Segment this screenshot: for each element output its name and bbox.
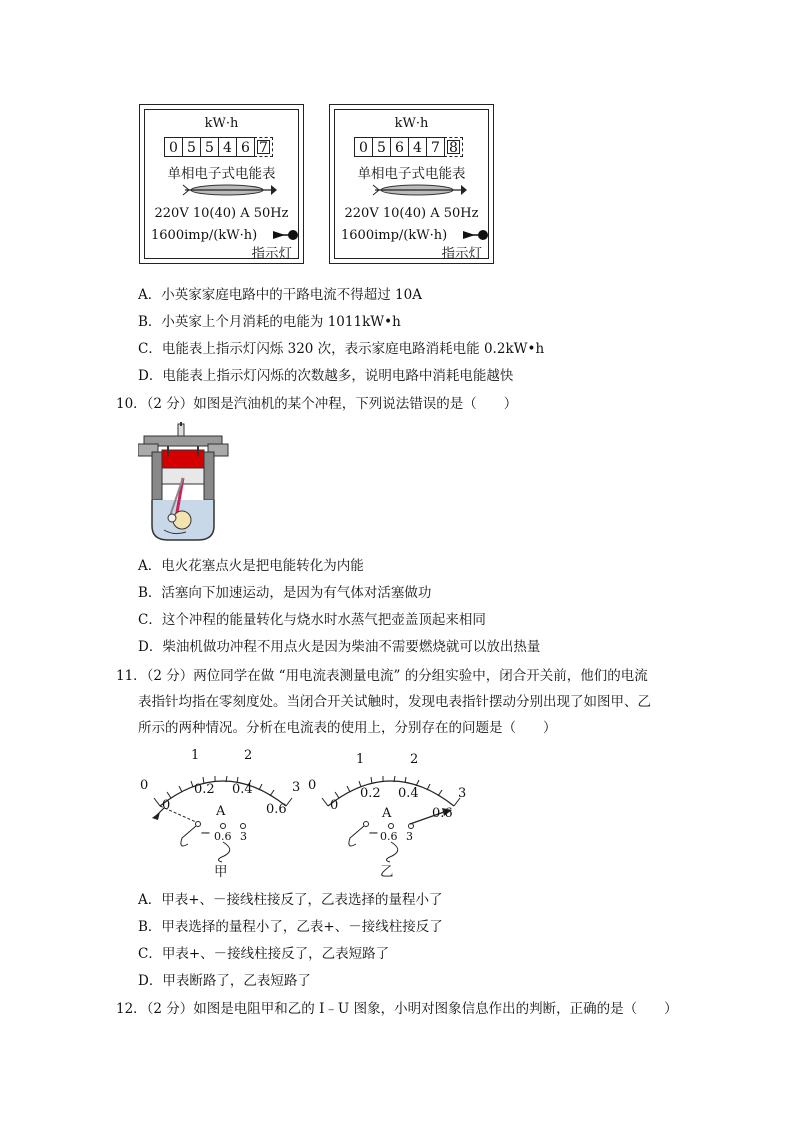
scale-bottom-0: 0	[330, 798, 339, 813]
meter-spec: 220V 10(40) A 50Hz	[344, 206, 479, 221]
meter-digit: 5	[200, 137, 219, 157]
scale-top-0: 0	[308, 778, 317, 793]
q11-option-c: C．甲表+、－接线柱接反了，乙表短路了	[138, 946, 390, 962]
terminal-06: 0.6	[214, 830, 232, 843]
scale-bottom-04: 0.4	[232, 782, 253, 797]
meter-digit: 7	[426, 137, 445, 157]
q10-option-c: C．这个冲程的能量转化与烧水时水蒸气把壶盖顶起来相同	[138, 612, 486, 628]
meter-imp: 1600imp/(kW·h)	[341, 228, 448, 243]
q12-stem: 12．（2 分）如图是电阻甲和乙的 I﹣U 图象，小明对图象信息作出的判断，正确的是（ ）	[116, 1001, 678, 1017]
meter-title: 单相电子式电能表	[167, 166, 276, 182]
scale-bottom-02: 0.2	[194, 782, 215, 797]
q9-option-c: C．电能表上指示灯闪烁 320 次，表示家庭电路消耗电能 0.2kW•h	[138, 341, 545, 357]
meter-indicator-label: 指示灯	[251, 246, 292, 262]
q10-option-d: D．柴油机做功冲程不用点火是因为柴油不需要燃烧就可以放出热量	[138, 639, 541, 655]
scale-bottom-0: 0	[162, 798, 171, 813]
energy-meter-1	[139, 104, 304, 264]
scale-bottom-04: 0.4	[398, 786, 419, 801]
meter-digit: 0	[164, 137, 183, 157]
scale-bottom-06: 0.6	[432, 806, 453, 821]
q11-option-b: B．甲表选择的量程小了，乙表+、－接线柱接反了	[138, 919, 443, 935]
meter-spec: 220V 10(40) A 50Hz	[154, 206, 289, 221]
scale-bottom-02: 0.2	[360, 786, 381, 801]
meter-digit: 6	[236, 137, 255, 157]
meter-digit: 4	[218, 137, 237, 157]
gauge-caption: 乙	[380, 864, 394, 880]
q11-stem-line-1: 11．（2 分）两位同学在做 “用电流表测量电流” 的分组实验中，闭合开关前，他们的电流	[116, 668, 648, 684]
q9-option-b: B．小英家上个月消耗的电能为 1011kW•h	[138, 314, 401, 330]
indicator-lamp-icon	[273, 229, 299, 241]
meter-title: 单相电子式电能表	[357, 166, 466, 182]
terminal-minus: −	[368, 826, 379, 841]
scale-top-3: 3	[458, 786, 467, 801]
meter-digit: 5	[372, 137, 391, 157]
meter-digit: 5	[182, 137, 201, 157]
terminal-06: 0.6	[380, 830, 398, 843]
q10-stem: 10．（2 分）如图是汽油机的某个冲程，下列说法错误的是（ ）	[116, 396, 518, 412]
scale-top-1: 1	[356, 752, 365, 767]
meter-indicator-label: 指示灯	[441, 246, 482, 262]
q11-stem-line-2: 表指针均指在零刻度处。当闭合开关试触时，发现电表指针摆动分别出现了如图甲、乙	[138, 694, 651, 710]
meter-digit-decimal: 8	[444, 137, 463, 157]
terminal-3: 3	[406, 830, 413, 843]
meter-digit: 6	[390, 137, 409, 157]
rotor-icon	[181, 182, 277, 198]
q11-option-a: A．甲表+、－接线柱接反了，乙表选择的量程小了	[138, 892, 443, 908]
meter-imp: 1600imp/(kW·h)	[151, 228, 258, 243]
scale-top-1: 1	[191, 748, 200, 763]
ammeter-yi	[306, 746, 476, 880]
meter-digits	[355, 137, 463, 157]
meter-unit: kW·h	[394, 116, 429, 131]
q9-option-d: D．电能表上指示灯闪烁的次数越多，说明电路中消耗电能越快	[138, 368, 514, 384]
meter-digits	[165, 137, 273, 157]
engine-stroke-figure	[138, 422, 230, 544]
terminal-3: 3	[240, 830, 247, 843]
ammeter-jia	[138, 746, 308, 880]
gauge-caption: 甲	[214, 864, 228, 880]
meter-digit-decimal: 7	[254, 137, 273, 157]
meter-digit: 0	[354, 137, 373, 157]
gauge-unit: A	[216, 804, 226, 819]
q10-option-b: B．活塞向下加速运动，是因为有气体对活塞做功	[138, 585, 432, 601]
scale-bottom-06: 0.6	[266, 802, 287, 817]
q10-option-a: A．电火花塞点火是把电能转化为内能	[138, 558, 364, 574]
scale-top-3: 3	[292, 780, 301, 795]
q9-option-a: A．小英家家庭电路中的干路电流不得超过 10A	[138, 287, 422, 303]
meter-digit: 4	[408, 137, 427, 157]
gauge-unit: A	[382, 806, 392, 821]
scale-top-2: 2	[410, 752, 419, 767]
scale-top-2: 2	[244, 748, 253, 763]
scale-top-0: 0	[140, 778, 149, 793]
energy-meter-2	[329, 104, 494, 264]
q11-option-d: D．甲表断路了，乙表短路了	[138, 973, 311, 989]
q11-stem-line-3: 所示的两种情况。分析在电流表的使用上，分别存在的问题是（ ）	[138, 720, 557, 736]
terminal-minus: −	[200, 826, 211, 841]
indicator-lamp-icon	[463, 229, 489, 241]
rotor-icon	[371, 182, 467, 198]
meter-unit: kW·h	[204, 116, 239, 131]
